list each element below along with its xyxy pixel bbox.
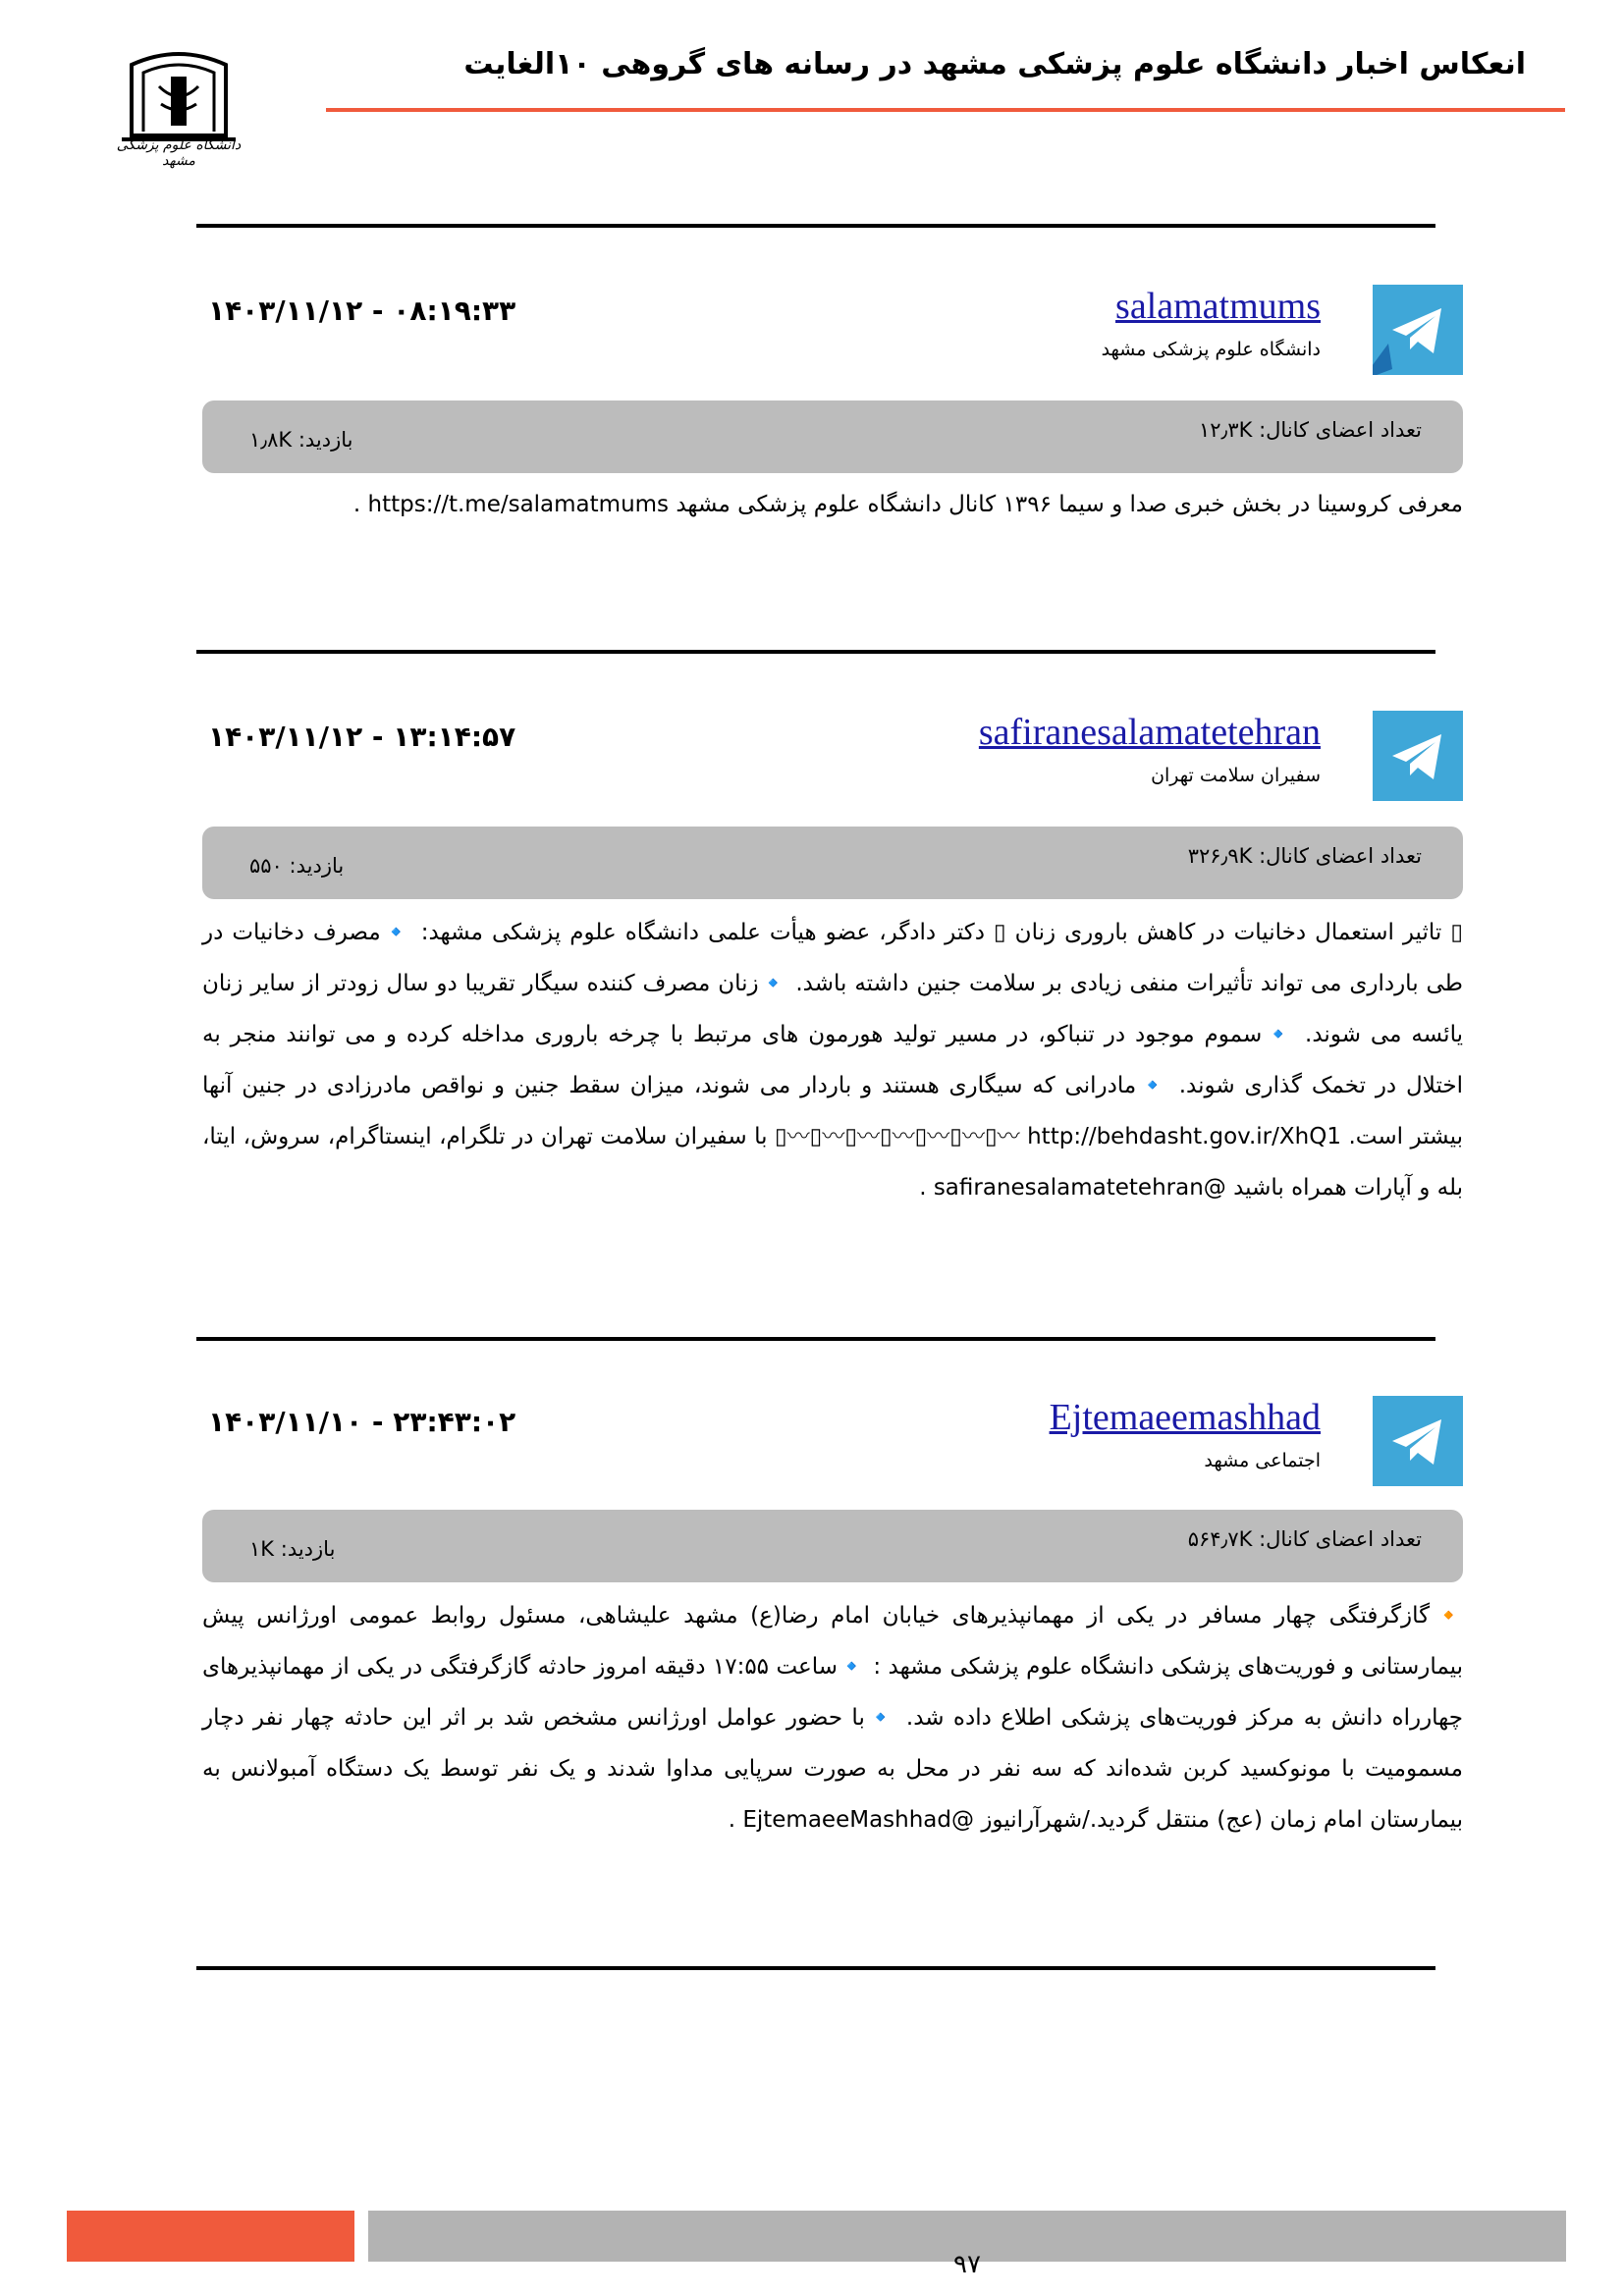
post-date: ۱۴۰۳/۱۱/۱۲ - ۱۳:۱۴:۵۷ <box>208 721 516 753</box>
post-body: 🔸گازگرفتگی چهار مسافر در یکی از مهمانپذیرهای خیابان امام رضا(ع) مشهد علیشاهی، مسئول روابط عمومی اورژانس پیش بیمارستانی و فوریت‌های پزشکی دانشگاه علوم پزشکی مشهد : 🔹ساعت ۱۷:۵۵ دقیقه امروز حادثه گازگرفتگی در یکی از مهمانپذیرهای چهارراه دانش به مرکز فوریت‌های پزشکی اطلاع داده شد. 🔹با حضور عوامل اورژانس مشخص شد بر اثر این حادثه چهار نفر دچار مسمومیت با مونوکسید کربن شده‌اند که سه نفر در محل به صورت سرپایی مداوا شدند و یک نفر توسط یک دستگاه آمبولانس به بیمارستان امام زمان (عج) منتقل گردید./شهرآرانیوز @EjtemaeeMashhad . <box>202 1603 1463 1833</box>
channel-subtitle: دانشگاه علوم پزشکی مشهد <box>1101 339 1321 360</box>
stats-bar <box>202 1510 1463 1582</box>
header-rule <box>326 108 1565 112</box>
page-number: ۹۷ <box>953 2250 981 2279</box>
telegram-icon <box>1373 1396 1463 1486</box>
channel-subtitle: اجتماعی مشهد <box>1204 1450 1321 1471</box>
news-post <box>196 285 1463 540</box>
member-count: تعداد اعضای کانال: ۳۲۶٫۹K <box>1187 844 1422 868</box>
news-post <box>196 711 1463 1221</box>
post-separator <box>196 650 1435 654</box>
channel-link[interactable]: safiranesalamatetehran <box>978 712 1321 753</box>
post-date: ۱۴۰۳/۱۱/۱۲ - ۰۸:۱۹:۳۳ <box>208 294 516 327</box>
view-count: بازدید: ۱K <box>249 1537 336 1561</box>
telegram-icon <box>1373 711 1463 801</box>
view-count: بازدید: ۵۵۰ <box>249 854 345 878</box>
footer-accent-bar <box>67 2211 354 2262</box>
post-separator <box>196 224 1435 228</box>
post-separator <box>196 1966 1435 1970</box>
post-body: ▯ تاثیر استعمال دخانیات در کاهش باروری زنان ▯ دکتر دادگر، عضو هیأت علمی دانشگاه علوم پزشکی مشهد: 🔹مصرف دخانیات در طی بارداری می تواند تأثیرات منفی زیادی بر سلامت جنین داشته باشد. 🔹زنان مصرف کننده سیگار تقریبا دو سال زودتر از سایر زنان یائسه می شوند. 🔹سموم موجود در تنباکو، در مسیر تولید هورمون های مرتبط با چرخه باروری مداخله کرده و می توانند منجر به اختلال در تخمک گذاری شوند. 🔹مادرانی که سیگاری هستند و باردار می شوند، میزان سقط جنین و نواقص مادرزادی در جنین آنها بیشتر است. http://behdasht.gov.ir/XhQ1 〰▯〰▯〰▯〰▯〰▯〰▯〰▯ با سفیران سلامت تهران در تلگرام، اینستاگرام، سروش، ایتا، بله و آپارات همراه باشید @safiranesalamatetehran . <box>202 920 1463 1201</box>
channel-subtitle: سفیران سلامت تهران <box>1151 765 1321 786</box>
channel-link[interactable]: salamatmums <box>1115 286 1321 327</box>
view-count: بازدید: ۱٫۸K <box>249 428 353 452</box>
channel-link[interactable]: Ejtemaeemashhad <box>1049 1397 1321 1438</box>
telegram-icon <box>1373 285 1463 375</box>
document-title: انعکاس اخبار دانشگاه علوم پزشکی مشهد در رسانه های گروهی ۱۰الغایت <box>463 47 1526 81</box>
member-count: تعداد اعضای کانال: ۵۶۴٫۷K <box>1187 1527 1422 1551</box>
member-count: تعداد اعضای کانال: ۱۲٫۳K <box>1198 418 1422 442</box>
news-post <box>196 1396 1463 1847</box>
post-body: معرفی کروسینا در بخش خبری صدا و سیما ۱۳۹۶ کانال دانشگاه علوم پزشکی مشهد https://t.me/salamatmums . <box>352 492 1463 517</box>
post-date: ۱۴۰۳/۱۱/۱۰ - ۲۳:۴۳:۰۲ <box>208 1406 516 1438</box>
logo-caption: دانشگاه علوم پزشکی مشهد <box>116 137 242 169</box>
post-separator <box>196 1337 1435 1341</box>
stats-bar <box>202 827 1463 899</box>
stats-bar <box>202 400 1463 473</box>
